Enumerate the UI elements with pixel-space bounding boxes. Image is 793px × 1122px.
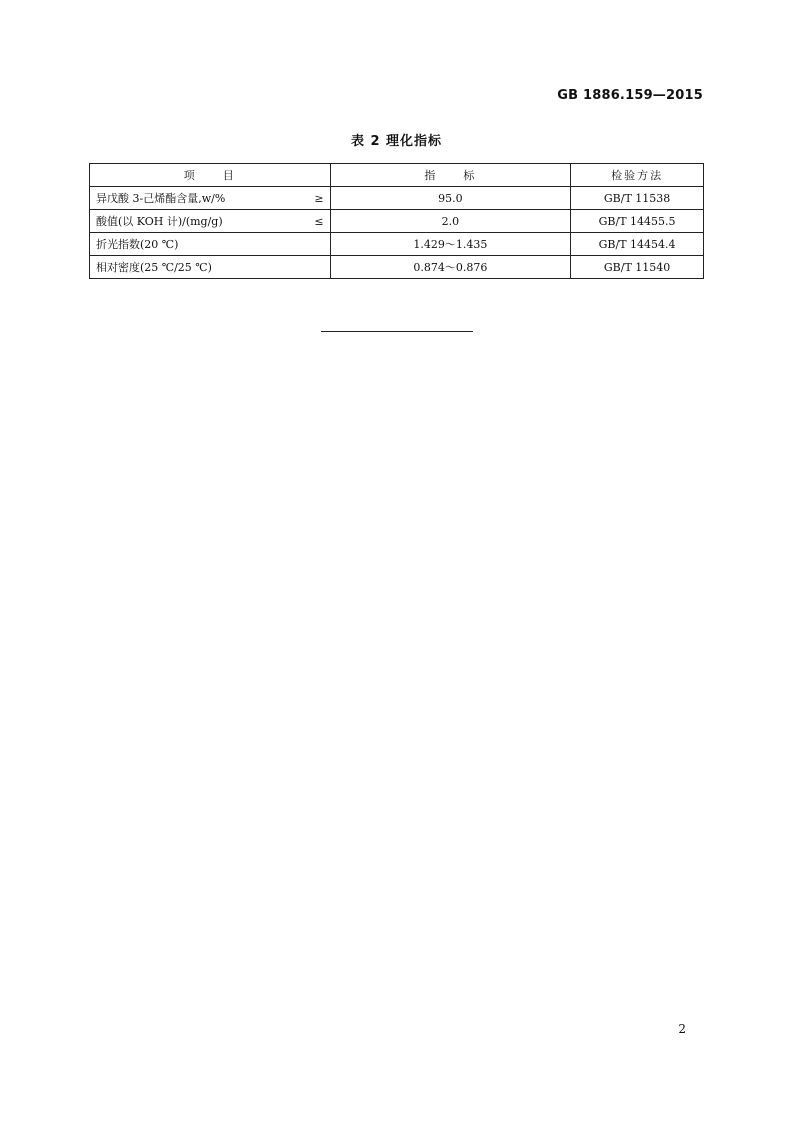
row-item-cell [90,187,331,210]
header-item: 项 目 [90,164,331,187]
row-item-cell [90,210,331,233]
row-item-label: 相对密度(25 ℃/25 ℃) [96,261,212,274]
row-value: 2.0 [330,210,571,233]
row-method: GB/T 11538 [571,187,704,210]
row-value: 95.0 [330,187,571,210]
physicochemical-spec-table [89,163,704,279]
row-qualifier: ≥ [314,191,324,205]
table-row [90,210,704,233]
row-value: 1.429～1.435 [330,233,571,256]
table-title: 表 2 理化指标 [350,134,443,149]
row-method: GB/T 14455.5 [571,210,704,233]
row-item-label: 酸值(以 KOH 计)/(mg/g) [96,215,223,228]
table-row [90,233,704,256]
table-header-row [90,164,704,187]
row-value: 0.874～0.876 [330,256,571,279]
row-method: GB/T 14454.4 [571,233,704,256]
row-qualifier: ≤ [314,214,324,228]
header-value: 指 标 [330,164,571,187]
row-item-cell [90,233,331,256]
table-row [90,187,704,210]
header-method: 检验方法 [571,164,704,187]
row-method: GB/T 11540 [571,256,704,279]
table-row [90,256,704,279]
row-item-cell [90,256,331,279]
standard-code: GB 1886.159—2015 [557,88,703,103]
row-item-label: 折光指数(20 ℃) [96,238,179,251]
row-item-label: 异戊酸 3-己烯酯含量,w/% [96,192,226,205]
page-number: 2 [678,1022,686,1036]
end-of-standard-rule [321,331,473,332]
